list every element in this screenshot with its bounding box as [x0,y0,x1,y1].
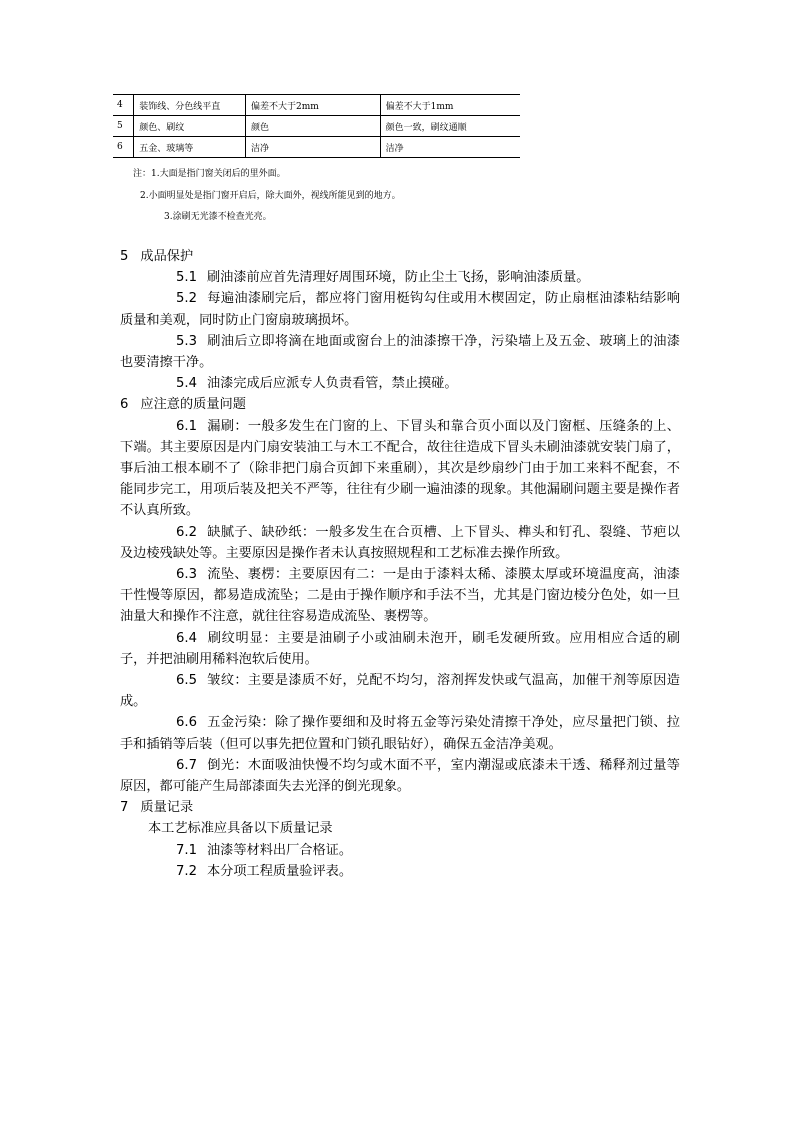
paragraph [120,416,680,522]
table-row [113,116,520,137]
item-number: 7.2 [176,863,197,879]
item-text: 刷油后立即将滴在地面或窗台上的油漆擦干净，污染墙上及五金、玻璃上的油漆也要清擦干净。 [120,333,680,371]
row-small-surface: 颜色一致，刷纹通顺 [380,116,520,137]
section-heading [120,394,680,415]
item-number: 5.3 [176,333,197,349]
row-large-surface: 洁净 [246,137,381,158]
row-item: 装饰线、分色线平直 [134,95,246,116]
paragraph [120,840,680,861]
table-note-1: 注：1.大面是指门窗关闭后的里外面。 [133,169,286,179]
item-number: 7.1 [176,842,197,858]
paragraph [120,267,680,288]
item-number: 6.3 [176,567,197,583]
item-text: 本分项工程质量验评表。 [206,863,353,879]
table-note-2: 2.小面明显处是指门窗开启后，除大面外，视线所能见到的地方。 [140,191,401,201]
table-row [113,137,520,158]
paragraph [120,670,680,712]
paragraph [120,288,680,330]
row-large-surface: 颜色 [246,116,381,137]
item-text: 每遍油漆刷完后，都应将门窗用梃钩勾住或用木楔固定，防止扇框油漆粘结影响质量和美观，同时防止门窗扇玻璃损坏。 [120,291,680,328]
item-text: 刷纹明显：主要是油刷子小或油刷未泡开，刷毛发硬所致。应用相应合适的刷子，并把油刷用稀料泡软后使用。 [120,630,680,667]
item-number: 6.5 [176,673,197,689]
item-number: 6.7 [176,757,197,773]
section-intro: 本工艺标准应具备以下质量记录 [148,821,333,837]
item-text: 皱纹：主要是漆质不好，兑配不均匀，溶剂挥发快或气温高，加催干剂等原因造成。 [120,673,680,710]
document-body [120,246,680,882]
item-number: 5.1 [176,270,197,286]
paragraph [120,331,680,373]
row-number: 5 [113,116,134,137]
item-number: 6.6 [176,715,197,731]
paragraph [120,373,680,394]
section-title: 质量记录 [140,800,194,816]
row-number: 4 [113,95,134,116]
row-number: 6 [113,137,134,158]
item-text: 刷油漆前应首先清理好周围环境，防止尘土飞扬，影响油漆质量。 [206,270,590,286]
section-title: 成品保护 [140,249,194,264]
item-text: 油漆完成后应派专人负责看管，禁止摸碰。 [206,376,458,392]
section-number: 6 [120,397,129,413]
row-large-surface: 偏差不大于2mm [246,95,381,116]
item-text: 倒光：木面吸油快慢不均匀或木面不平，室内潮湿或底漆未干透、稀释剂过量等原因，都可能产生局部漆面失去光泽的倒光现象。 [120,757,680,795]
paragraph [120,712,680,754]
paragraph [120,755,680,797]
section-title: 应注意的质量问题 [140,397,246,413]
item-text: 油漆等材料出厂合格证。 [206,842,353,858]
table-row [113,95,520,116]
item-text: 流坠、裹楞：主要原因有二：一是由于漆料太稀、漆膜太厚或环境温度高，油漆干性慢等原因，都易造成流坠；二是由于操作顺序和手法不当，尤其是门窗边棱分色处，如一旦油量大和操作不注意，就往往容易造成流坠、裹楞等。 [120,567,680,625]
paragraph [120,628,680,670]
item-number: 5.4 [176,376,197,392]
row-small-surface: 偏差不大于1mm [380,95,520,116]
quality-standard-table [113,94,520,158]
paragraph [120,861,680,882]
item-number: 6.4 [176,630,197,646]
item-text: 缺腻子、缺砂纸：一般多发生在合页槽、上下冒头、榫头和钉孔、裂缝、节疤以及边棱残缺处等。主要原因是操作者未认真按照规程和工艺标准去操作所致。 [120,524,680,561]
section-heading [120,797,680,818]
row-item: 五金、玻璃等 [134,137,246,158]
row-small-surface: 洁净 [380,137,520,158]
item-number: 6.1 [176,418,197,434]
row-item: 颜色、刷纹 [134,116,246,137]
section-number: 7 [120,800,129,816]
section-heading [120,246,680,267]
paragraph [120,564,680,628]
item-number: 6.2 [176,524,197,540]
item-text: 五金污染：除了操作要细和及时将五金等污染处清擦干净处，应尽量把门锁、拉手和插销等后装（但可以事先把位置和门锁孔眼钻好），确保五金洁净美观。 [120,715,680,752]
item-text: 漏刷：一般多发生在门窗的上、下冒头和靠合页小面以及门窗框、压缝条的上、下端。其主要原因是内门扇安装油工与木工不配合，故往往造成下冒头未刷油漆就安装门扇了，事后油工根本刷不了（除非把门扇合页卸下来重刷），其次是纱扇纱门由于加工来料不配套，不能同步完工，用项后装及把关不严等，往往有少刷一遍油漆的现象。其他漏刷问题主要是操作者不认真所致。 [120,418,680,519]
section-number: 5 [120,249,129,264]
item-number: 5.2 [176,291,197,307]
paragraph [120,522,680,564]
table-note-3: 3.涂刷无光漆不检查光亮。 [164,212,272,222]
